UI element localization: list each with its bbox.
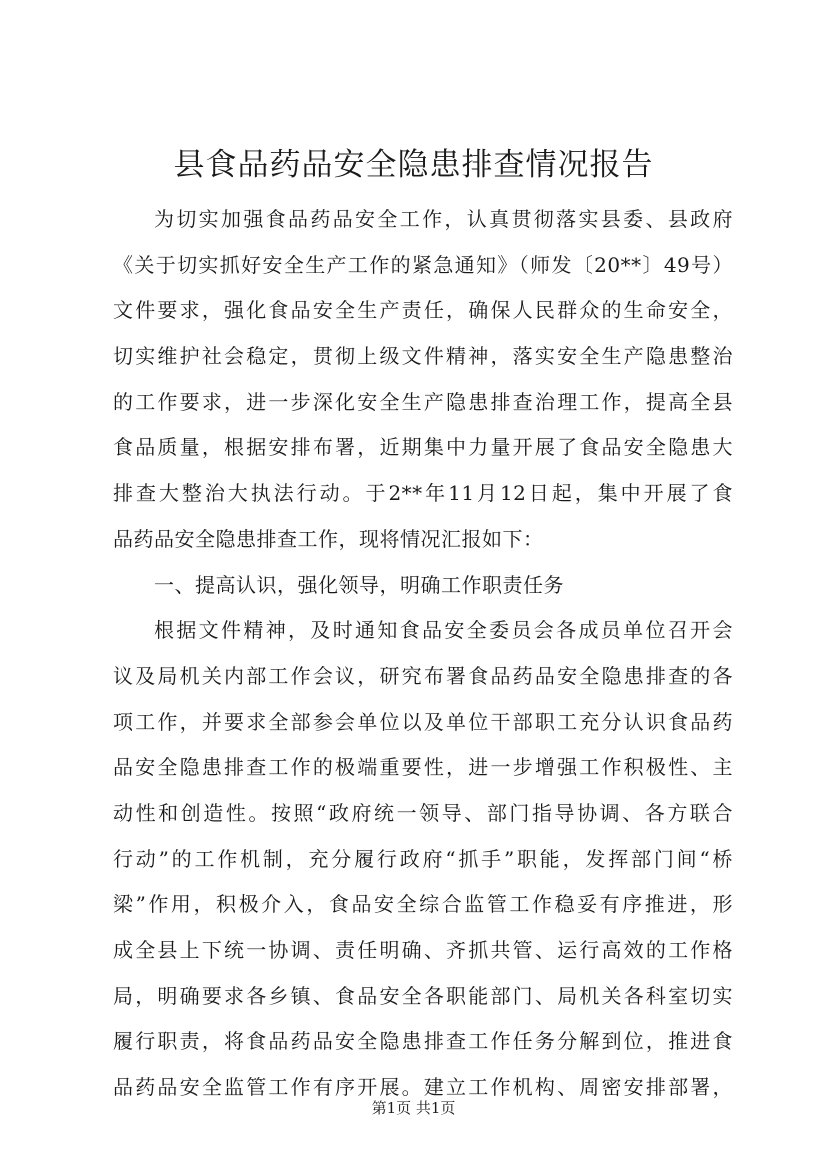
paragraph-line: 局，明确要求各乡镇、食品安全各职能部门、局机关各科室切实 bbox=[113, 983, 733, 1008]
paragraph-line: 《关于切实抓好安全生产工作的紧急通知》（师发〔20**〕49号） bbox=[113, 252, 733, 277]
paragraph-line: 切实维护社会稳定，贯彻上级文件精神，落实安全生产隐患整治 bbox=[113, 344, 733, 369]
document-body bbox=[113, 197, 733, 1111]
paragraph-line: 品药品安全监管工作有序开展。建立工作机构、周密安排部署， bbox=[113, 1075, 733, 1100]
paragraph-line: 成全县上下统一协调、责任明确、齐抓共管、运行高效的工作格 bbox=[113, 938, 733, 962]
paragraph-line: 排查大整治大执法行动。于2**年11月12日起，集中开展了食 bbox=[113, 481, 733, 506]
document-title: 县食品药品安全隐患排查情况报告 bbox=[173, 147, 654, 183]
section-heading: 一、提高认识，强化领导，明确工作职责任务 bbox=[154, 572, 564, 597]
paragraph-line: 梁”作用，积极介入，食品安全综合监管工作稳妥有序推进，形 bbox=[113, 892, 733, 917]
paragraph-line: 食品质量，根据安排布署，近期集中力量开展了食品安全隐患大 bbox=[113, 435, 733, 460]
paragraph-line: 议及局机关内部工作会议，研究布署食品药品安全隐患排查的各 bbox=[113, 663, 733, 688]
paragraph-line: 项工作，并要求全部参会单位以及单位干部职工充分认识食品药 bbox=[113, 709, 733, 734]
paragraph-line: 动性和创造性。按照“政府统一领导、部门指导协调、各方联合 bbox=[113, 800, 733, 825]
page-footer: 第1页 共1页 bbox=[371, 1099, 456, 1117]
paragraph-line: 品安全隐患排查工作的极端重要性，进一步增强工作积极性、主 bbox=[113, 755, 733, 780]
paragraph-line: 的工作要求，进一步深化安全生产隐患排查治理工作，提高全县 bbox=[113, 389, 733, 414]
paragraph-line: 品药品安全隐患排查工作，现将情况汇报如下： bbox=[113, 526, 544, 551]
paragraph-line: 为切实加强食品药品安全工作，认真贯彻落实县委、县政府 bbox=[154, 207, 733, 231]
paragraph-line: 行动”的工作机制，充分履行政府“抓手”职能，发挥部门间“桥 bbox=[113, 846, 733, 871]
paragraph-line: 文件要求，强化食品安全生产责任，确保人民群众的生命安全， bbox=[113, 298, 733, 323]
paragraph-line: 根据文件精神，及时通知食品安全委员会各成员单位召开会 bbox=[154, 618, 733, 643]
paragraph-line: 履行职责，将食品药品安全隐患排查工作任务分解到位，推进食 bbox=[113, 1029, 733, 1054]
